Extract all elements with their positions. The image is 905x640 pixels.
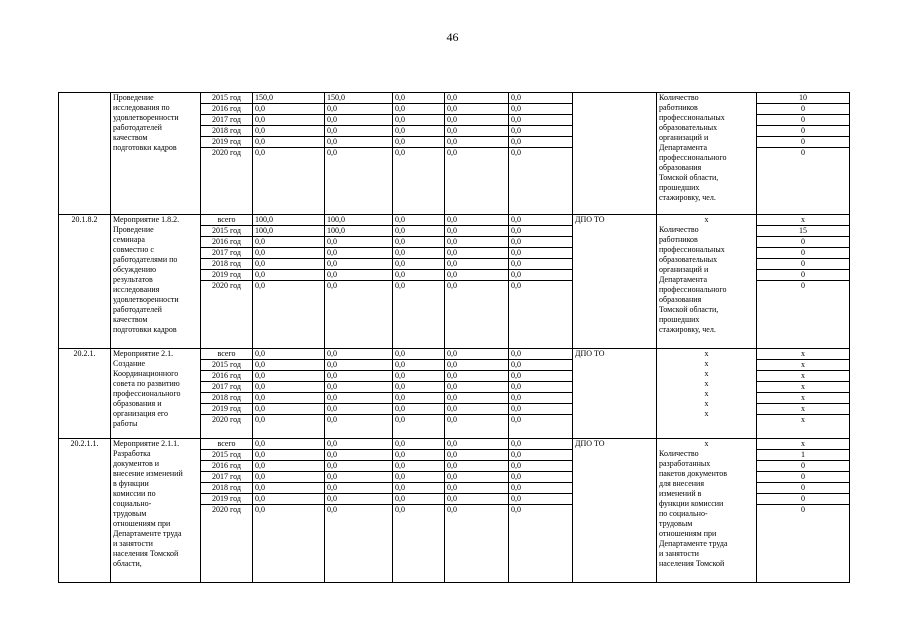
- year-cell: 2020 год: [201, 505, 253, 583]
- indicator-name: х х х х х х х: [657, 349, 757, 439]
- value-total: 100,0: [253, 226, 325, 237]
- value-local: 0,0: [445, 248, 509, 259]
- value-federal: 0,0: [393, 215, 445, 226]
- activity-code: 20.2.1.: [59, 349, 111, 439]
- value-regional: 0,0: [325, 270, 393, 281]
- value-regional: 0,0: [325, 281, 393, 349]
- indicator-value: х: [757, 349, 850, 360]
- value-regional: 0,0: [325, 104, 393, 115]
- year-cell: всего: [201, 215, 253, 226]
- year-cell: 2018 год: [201, 259, 253, 270]
- value-other: 0,0: [509, 450, 573, 461]
- value-total: 0,0: [253, 281, 325, 349]
- year-cell: 2020 год: [201, 148, 253, 215]
- value-other: 0,0: [509, 259, 573, 270]
- indicator-value: 0: [757, 115, 850, 126]
- value-federal: 0,0: [393, 115, 445, 126]
- value-total: 0,0: [253, 415, 325, 439]
- indicator-value: 0: [757, 270, 850, 281]
- executor: ДПО ТО: [573, 349, 657, 439]
- value-federal: 0,0: [393, 148, 445, 215]
- value-other: 0,0: [509, 148, 573, 215]
- value-total: 0,0: [253, 472, 325, 483]
- indicator-value: 0: [757, 483, 850, 494]
- value-local: 0,0: [445, 237, 509, 248]
- value-federal: 0,0: [393, 126, 445, 137]
- page-number: 46: [446, 30, 459, 44]
- value-total: 0,0: [253, 259, 325, 270]
- value-regional: 0,0: [325, 393, 393, 404]
- value-local: 0,0: [445, 439, 509, 450]
- value-other: 0,0: [509, 404, 573, 415]
- program-table: [58, 92, 850, 583]
- value-local: 0,0: [445, 226, 509, 237]
- indicator-value: 0: [757, 148, 850, 215]
- indicator-value: х: [757, 360, 850, 371]
- value-total: 0,0: [253, 439, 325, 450]
- indicator-value: 0: [757, 248, 850, 259]
- executor: ДПО ТО: [573, 439, 657, 583]
- value-total: 0,0: [253, 148, 325, 215]
- indicator-value: х: [757, 393, 850, 404]
- value-regional: 0,0: [325, 415, 393, 439]
- value-local: 0,0: [445, 104, 509, 115]
- value-local: 0,0: [445, 505, 509, 583]
- value-total: 100,0: [253, 215, 325, 226]
- indicator-value: 15: [757, 226, 850, 237]
- table-row: [59, 439, 850, 450]
- value-other: 0,0: [509, 126, 573, 137]
- indicator-value: 0: [757, 126, 850, 137]
- value-other: 0,0: [509, 349, 573, 360]
- value-local: 0,0: [445, 215, 509, 226]
- value-regional: 0,0: [325, 115, 393, 126]
- value-other: 0,0: [509, 382, 573, 393]
- value-local: 0,0: [445, 461, 509, 472]
- value-federal: 0,0: [393, 270, 445, 281]
- value-federal: 0,0: [393, 349, 445, 360]
- value-federal: 0,0: [393, 226, 445, 237]
- value-federal: 0,0: [393, 415, 445, 439]
- year-cell: 2019 год: [201, 404, 253, 415]
- indicator-value: 0: [757, 237, 850, 248]
- value-federal: 0,0: [393, 371, 445, 382]
- value-regional: 0,0: [325, 237, 393, 248]
- value-other: 0,0: [509, 494, 573, 505]
- year-cell: 2016 год: [201, 104, 253, 115]
- indicator-value: х: [757, 371, 850, 382]
- year-cell: 2015 год: [201, 226, 253, 237]
- indicator-name: Количество работников профессиональных образовательных организаций и Департамента профессионального образования Томской области, прошедших стажировку, чел.: [657, 93, 757, 215]
- value-total: 0,0: [253, 382, 325, 393]
- value-regional: 0,0: [325, 248, 393, 259]
- value-local: 0,0: [445, 281, 509, 349]
- year-cell: 2017 год: [201, 382, 253, 393]
- value-federal: 0,0: [393, 404, 445, 415]
- year-cell: 2017 год: [201, 472, 253, 483]
- value-regional: 0,0: [325, 382, 393, 393]
- value-regional: 100,0: [325, 226, 393, 237]
- value-regional: 0,0: [325, 126, 393, 137]
- year-cell: 2016 год: [201, 461, 253, 472]
- value-federal: 0,0: [393, 483, 445, 494]
- value-regional: 0,0: [325, 505, 393, 583]
- value-federal: 0,0: [393, 248, 445, 259]
- value-local: 0,0: [445, 93, 509, 104]
- value-total: 0,0: [253, 126, 325, 137]
- value-total: 0,0: [253, 104, 325, 115]
- value-total: 0,0: [253, 270, 325, 281]
- value-regional: 0,0: [325, 461, 393, 472]
- value-local: 0,0: [445, 450, 509, 461]
- year-cell: 2017 год: [201, 248, 253, 259]
- indicator-name: х Количество разработанных пакетов документов для внесения изменений в функции комиссии по социально- трудовым отношениям при Департаменте труда и занятости населения Томской: [657, 439, 757, 583]
- activity-code: 20.2.1.1.: [59, 439, 111, 583]
- value-other: 0,0: [509, 439, 573, 450]
- value-federal: 0,0: [393, 382, 445, 393]
- indicator-value: 0: [757, 281, 850, 349]
- value-local: 0,0: [445, 126, 509, 137]
- value-other: 0,0: [509, 248, 573, 259]
- year-cell: 2018 год: [201, 483, 253, 494]
- value-regional: 0,0: [325, 148, 393, 215]
- activity-title: Мероприятие 2.1. Создание Координационного совета по развитию профессионального образования и организация его работы: [111, 349, 201, 439]
- value-total: 0,0: [253, 137, 325, 148]
- value-regional: 0,0: [325, 472, 393, 483]
- indicator-value: 0: [757, 472, 850, 483]
- value-other: 0,0: [509, 360, 573, 371]
- indicator-value: х: [757, 439, 850, 450]
- value-local: 0,0: [445, 483, 509, 494]
- value-regional: 100,0: [325, 215, 393, 226]
- year-cell: 2016 год: [201, 371, 253, 382]
- value-federal: 0,0: [393, 104, 445, 115]
- indicator-value: 0: [757, 494, 850, 505]
- activity-code: 20.1.8.2: [59, 215, 111, 349]
- value-total: 0,0: [253, 371, 325, 382]
- value-federal: 0,0: [393, 439, 445, 450]
- executor: ДПО ТО: [573, 215, 657, 349]
- value-local: 0,0: [445, 360, 509, 371]
- value-federal: 0,0: [393, 360, 445, 371]
- value-local: 0,0: [445, 270, 509, 281]
- value-other: 0,0: [509, 371, 573, 382]
- value-regional: 0,0: [325, 360, 393, 371]
- value-total: 0,0: [253, 360, 325, 371]
- value-total: 0,0: [253, 494, 325, 505]
- value-other: 0,0: [509, 115, 573, 126]
- value-federal: 0,0: [393, 393, 445, 404]
- value-regional: 0,0: [325, 259, 393, 270]
- year-cell: 2017 год: [201, 115, 253, 126]
- value-regional: 0,0: [325, 450, 393, 461]
- value-total: 0,0: [253, 404, 325, 415]
- value-local: 0,0: [445, 137, 509, 148]
- value-local: 0,0: [445, 259, 509, 270]
- value-local: 0,0: [445, 371, 509, 382]
- year-cell: 2018 год: [201, 393, 253, 404]
- year-cell: 2019 год: [201, 270, 253, 281]
- value-total: 0,0: [253, 248, 325, 259]
- value-federal: 0,0: [393, 237, 445, 248]
- value-local: 0,0: [445, 115, 509, 126]
- year-cell: 2020 год: [201, 281, 253, 349]
- activity-title: Мероприятие 1.8.2. Проведение семинара совместно с работодателями по обсуждению результатов исследования удовлетворенности работодателей качеством подготовки кадров: [111, 215, 201, 349]
- value-regional: 0,0: [325, 439, 393, 450]
- year-cell: 2019 год: [201, 137, 253, 148]
- year-cell: всего: [201, 439, 253, 450]
- value-local: 0,0: [445, 494, 509, 505]
- value-regional: 0,0: [325, 483, 393, 494]
- value-local: 0,0: [445, 415, 509, 439]
- value-federal: 0,0: [393, 259, 445, 270]
- value-local: 0,0: [445, 472, 509, 483]
- value-federal: 0,0: [393, 505, 445, 583]
- year-cell: 2015 год: [201, 360, 253, 371]
- year-cell: 2016 год: [201, 237, 253, 248]
- value-regional: 150,0: [325, 93, 393, 104]
- value-federal: 0,0: [393, 281, 445, 349]
- year-cell: 2019 год: [201, 494, 253, 505]
- value-other: 0,0: [509, 270, 573, 281]
- year-cell: 2018 год: [201, 126, 253, 137]
- value-total: 0,0: [253, 483, 325, 494]
- table-body: [59, 93, 850, 583]
- value-total: 0,0: [253, 505, 325, 583]
- year-cell: всего: [201, 349, 253, 360]
- indicator-value: 0: [757, 259, 850, 270]
- value-local: 0,0: [445, 393, 509, 404]
- value-local: 0,0: [445, 404, 509, 415]
- value-local: 0,0: [445, 349, 509, 360]
- value-local: 0,0: [445, 148, 509, 215]
- value-other: 0,0: [509, 505, 573, 583]
- value-other: 0,0: [509, 215, 573, 226]
- value-other: 0,0: [509, 483, 573, 494]
- activity-title: Проведение исследования по удовлетворенности работодателей качеством подготовки кадров: [111, 93, 201, 215]
- value-total: 0,0: [253, 450, 325, 461]
- value-total: 0,0: [253, 237, 325, 248]
- value-regional: 0,0: [325, 494, 393, 505]
- value-total: 0,0: [253, 115, 325, 126]
- value-other: 0,0: [509, 281, 573, 349]
- value-regional: 0,0: [325, 404, 393, 415]
- indicator-value: 1: [757, 450, 850, 461]
- value-total: 0,0: [253, 349, 325, 360]
- value-other: 0,0: [509, 104, 573, 115]
- value-total: 0,0: [253, 461, 325, 472]
- value-federal: 0,0: [393, 137, 445, 148]
- value-other: 0,0: [509, 461, 573, 472]
- value-other: 0,0: [509, 237, 573, 248]
- indicator-value: 0: [757, 461, 850, 472]
- value-other: 0,0: [509, 93, 573, 104]
- value-federal: 0,0: [393, 461, 445, 472]
- indicator-value: х: [757, 415, 850, 439]
- value-federal: 0,0: [393, 93, 445, 104]
- value-other: 0,0: [509, 393, 573, 404]
- value-other: 0,0: [509, 472, 573, 483]
- table-row: [59, 215, 850, 226]
- value-total: 0,0: [253, 393, 325, 404]
- year-cell: 2020 год: [201, 415, 253, 439]
- indicator-value: х: [757, 382, 850, 393]
- indicator-value: 0: [757, 505, 850, 583]
- year-cell: 2015 год: [201, 93, 253, 104]
- indicator-value: 0: [757, 104, 850, 115]
- indicator-value: 10: [757, 93, 850, 104]
- value-other: 0,0: [509, 415, 573, 439]
- value-federal: 0,0: [393, 472, 445, 483]
- value-federal: 0,0: [393, 494, 445, 505]
- activity-title: Мероприятие 2.1.1. Разработка документов и внесение изменений в функции комиссии по социально- трудовым отношениям при Департаменте труда и занятости населения Томской области,: [111, 439, 201, 583]
- activity-code: [59, 93, 111, 215]
- indicator-value: 0: [757, 137, 850, 148]
- value-federal: 0,0: [393, 450, 445, 461]
- value-other: 0,0: [509, 226, 573, 237]
- value-regional: 0,0: [325, 137, 393, 148]
- executor: [573, 93, 657, 215]
- year-cell: 2015 год: [201, 450, 253, 461]
- value-local: 0,0: [445, 382, 509, 393]
- indicator-value: х: [757, 404, 850, 415]
- value-other: 0,0: [509, 137, 573, 148]
- value-total: 150,0: [253, 93, 325, 104]
- table-row: [59, 93, 850, 104]
- indicator-value: х: [757, 215, 850, 226]
- table-row: [59, 349, 850, 360]
- indicator-name: х Количество работников профессиональных образовательных организаций и Департамента профессионального образования Томской области, прошедших стажировку, чел.: [657, 215, 757, 349]
- value-regional: 0,0: [325, 349, 393, 360]
- value-regional: 0,0: [325, 371, 393, 382]
